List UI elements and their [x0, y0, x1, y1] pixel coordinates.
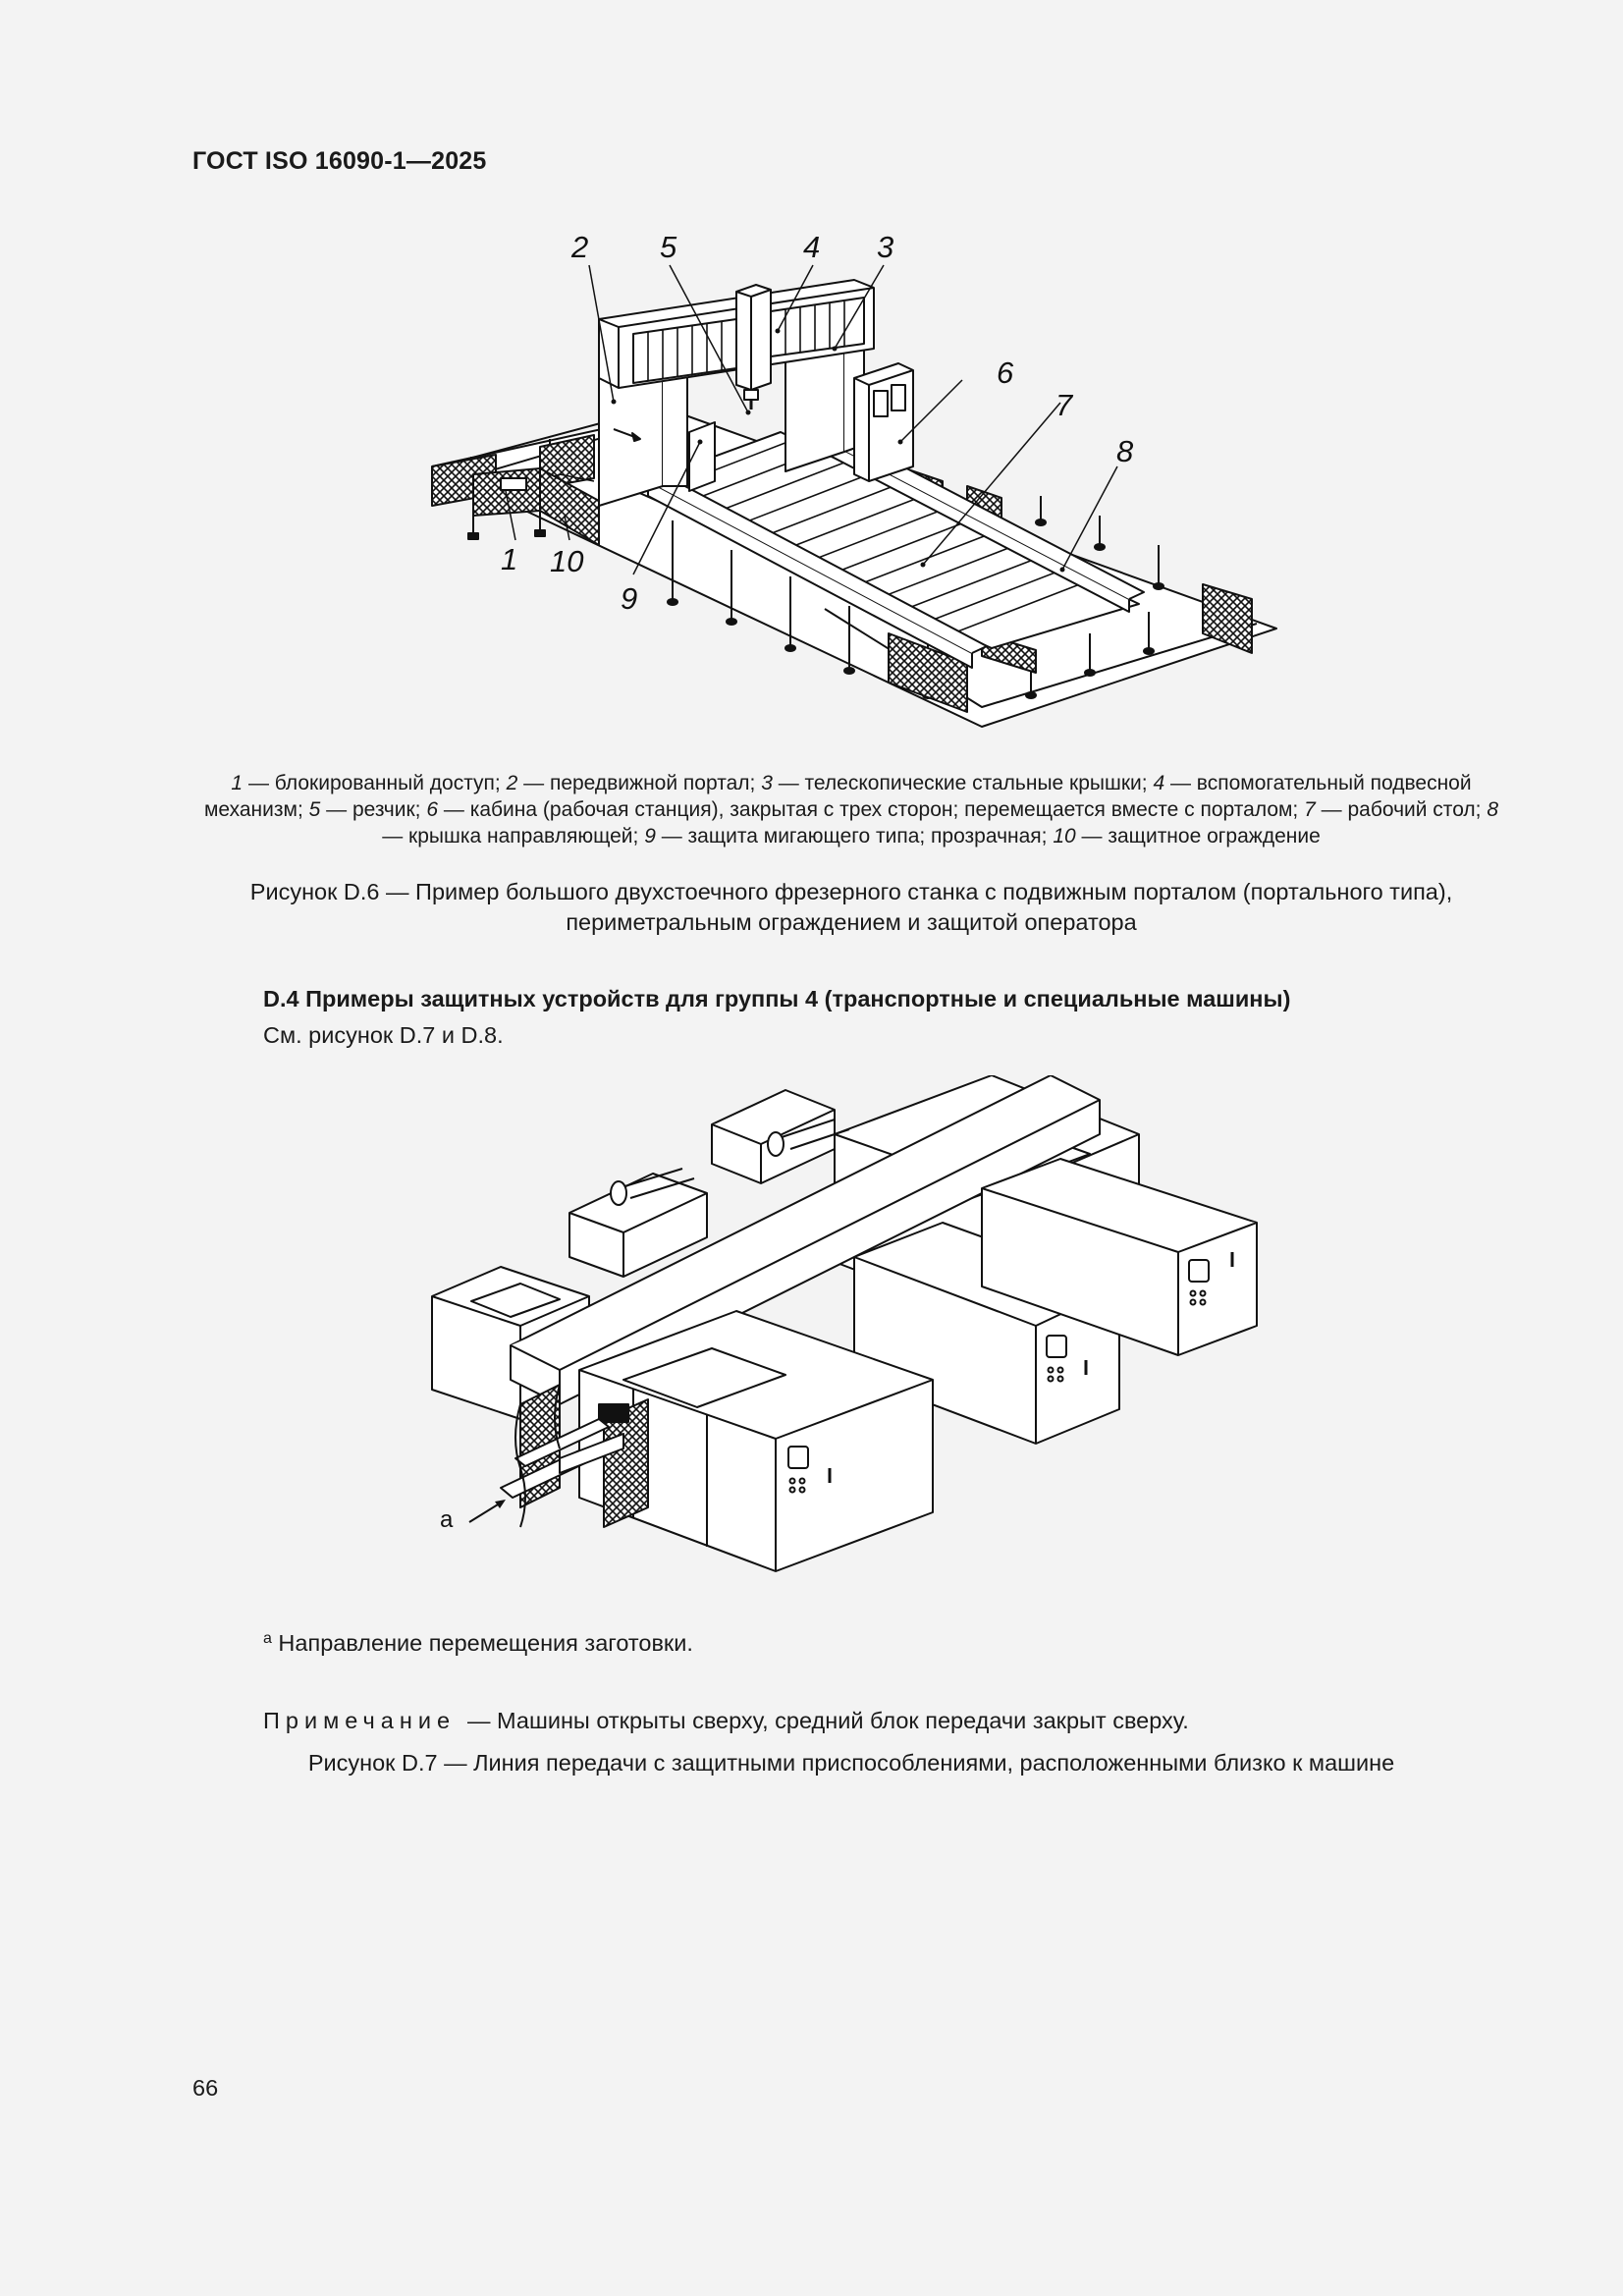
legend-number: 4 [1153, 772, 1165, 794]
legend-text: — кабина (рабочая станция), закрытая с трех сторон; перемещается вместе с порталом; [438, 798, 1305, 821]
callout-6: 6 [997, 355, 1014, 390]
document-header: ГОСТ ISO 16090-1—2025 [192, 147, 487, 175]
callout-10: 10 [550, 544, 584, 578]
legend-text: — рабочий стол; [1315, 798, 1488, 821]
page-number: 66 [192, 2075, 219, 2101]
callout-3: 3 [877, 230, 894, 264]
callout-9: 9 [621, 581, 638, 616]
legend-number: 1 [231, 772, 243, 794]
arrow-label-a: a [440, 1506, 454, 1533]
figure-d6-legend [192, 770, 1510, 849]
figure-d7-transfer-line [412, 1075, 1296, 1576]
figure-d6-gantry-milling-machine [412, 221, 1296, 741]
callout-2: 2 [571, 230, 589, 264]
note [263, 1708, 1189, 1734]
footnote-mark: a [263, 1630, 272, 1647]
legend-number: 2 [506, 772, 518, 794]
legend-text: — блокированный доступ; [243, 772, 507, 794]
callout-8: 8 [1116, 434, 1134, 468]
callout-4: 4 [803, 230, 821, 264]
legend-number: 10 [1053, 825, 1076, 847]
note-text: — Машины открыты сверху, средний блок передачи закрыт сверху. [467, 1708, 1189, 1733]
footnote [263, 1630, 693, 1657]
legend-text: — вспомогательный подвесной механизм; [203, 772, 1472, 821]
legend-text: — защита мигающего типа; прозрачная; [655, 825, 1054, 847]
section-heading: D.4 Примеры защитных устройств для группы 4 (транспортные и специальные машины) [263, 986, 1291, 1011]
callout-1: 1 [501, 542, 518, 576]
callout-5: 5 [660, 230, 677, 264]
note-label: Примечание [263, 1708, 457, 1733]
legend-text: — защитное ограждение [1075, 825, 1321, 847]
figure-d6-caption: Рисунок D.6 — Пример большого двухстоечного фрезерного станка с подвижным порталом (портального типа), периметральным ограждением и защитой оператора [249, 879, 1453, 935]
guarded-conveyor-end [501, 1385, 648, 1527]
section-text: См. рисунок D.7 и D.8. [263, 1022, 504, 1048]
legend-text: — передвижной портал; [517, 772, 762, 794]
legend-text: — крышка направляющей; [382, 825, 645, 847]
legend-number: 8 [1487, 798, 1499, 821]
legend-number: 5 [308, 798, 321, 821]
legend-number: 9 [644, 825, 656, 847]
figure-d7-caption: Рисунок D.7 — Линия передачи с защитными приспособлениями, расположенными близко к машине [307, 1750, 1395, 1776]
legend-number: 3 [761, 772, 773, 794]
legend-text: — резчик; [320, 798, 427, 821]
callout-7: 7 [1055, 388, 1073, 422]
footnote-text: Направление перемещения заготовки. [271, 1630, 693, 1656]
legend-text: — телескопические стальные крышки; [772, 772, 1154, 794]
legend-number: 7 [1304, 798, 1316, 821]
legend-number: 6 [426, 798, 439, 821]
